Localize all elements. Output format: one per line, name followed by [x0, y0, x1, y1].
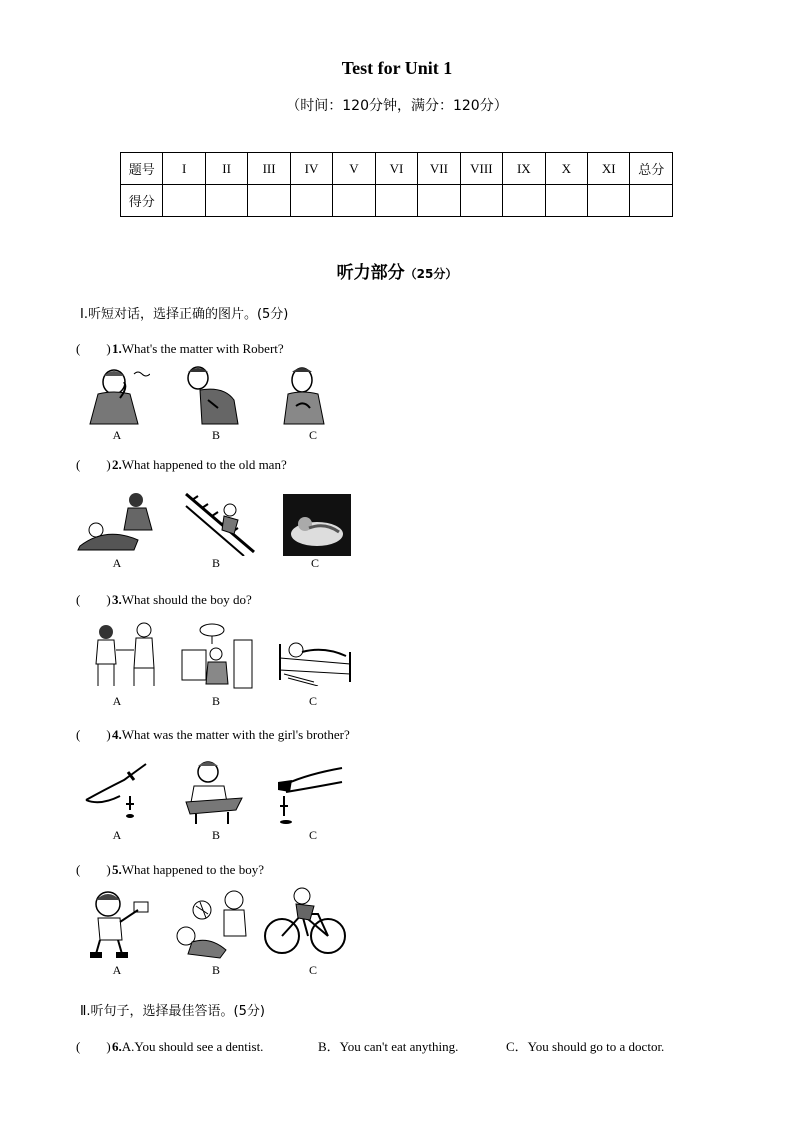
answer-blank[interactable]: ( ) — [76, 341, 111, 356]
option-label: C — [308, 828, 317, 842]
score-cell[interactable] — [333, 185, 375, 217]
option-label: B — [211, 428, 220, 442]
option-label: A — [112, 428, 122, 442]
score-cell[interactable] — [418, 185, 460, 217]
picture-4c — [268, 764, 344, 826]
test-info: （时间：120分钟，满分：120分） — [286, 98, 508, 114]
part1-heading: Ⅰ.听短对话，选择正确的图片。(5分) — [80, 307, 289, 322]
option-label: C — [310, 556, 319, 570]
answer-blank[interactable]: ( ) — [76, 862, 111, 877]
question-text: What happened to the old man? — [121, 457, 287, 472]
question-2 — [76, 454, 287, 473]
score-table-header-row — [121, 153, 673, 185]
score-cell[interactable] — [630, 185, 673, 217]
question-number: 3. — [112, 592, 122, 607]
picture-2b — [184, 490, 256, 556]
picture-4b — [184, 758, 244, 826]
choice-c: C．You should go to a doctor. — [506, 1039, 665, 1054]
answer-blank[interactable]: ( ) — [76, 1039, 111, 1054]
section-name: 听力部分 — [336, 263, 405, 283]
question-6 — [76, 1036, 263, 1055]
header-cell: X — [545, 153, 587, 185]
question-5 — [76, 859, 264, 878]
picture-1b — [178, 364, 244, 426]
score-table — [120, 152, 673, 217]
score-cell[interactable] — [163, 185, 205, 217]
row-label: 得分 — [121, 185, 163, 217]
score-cell[interactable] — [205, 185, 247, 217]
header-cell: III — [248, 153, 290, 185]
question-number: 1. — [112, 341, 122, 356]
picture-3a — [94, 620, 160, 688]
question-text: What should the boy do? — [121, 592, 252, 607]
option-label: B — [211, 963, 220, 977]
score-cell[interactable] — [460, 185, 502, 217]
page-title: Test for Unit 1 — [341, 58, 453, 78]
picture-3c — [274, 624, 354, 686]
option-label: A — [112, 963, 122, 977]
answer-blank[interactable]: ( ) — [76, 592, 111, 607]
question-number: 2. — [112, 457, 122, 472]
picture-2c — [283, 494, 351, 556]
option-label: C — [308, 963, 317, 977]
header-cell: XI — [587, 153, 629, 185]
header-cell: IX — [503, 153, 545, 185]
question-number: 6. — [112, 1039, 122, 1054]
score-cell[interactable] — [503, 185, 545, 217]
option-label: C — [308, 694, 317, 708]
picture-1c — [276, 364, 342, 426]
picture-4a — [84, 760, 150, 822]
header-cell: 总分 — [630, 153, 673, 185]
option-label: B — [211, 828, 220, 842]
question-text: What was the matter with the girl's brother? — [121, 727, 350, 742]
answer-blank[interactable]: ( ) — [76, 457, 111, 472]
header-cell: II — [205, 153, 247, 185]
section-heading — [0, 258, 794, 283]
header-cell: VI — [375, 153, 417, 185]
option-label: B — [211, 556, 220, 570]
option-label: A — [112, 556, 122, 570]
picture-1a — [84, 364, 150, 426]
picture-5b — [170, 888, 252, 960]
part2-heading: Ⅱ.听句子，选择最佳答语。(5分) — [80, 1004, 265, 1019]
score-cell[interactable] — [248, 185, 290, 217]
score-table-score-row — [121, 185, 673, 217]
score-cell[interactable] — [375, 185, 417, 217]
choice-a: A.You should see a dentist. — [121, 1039, 264, 1054]
header-cell: 题号 — [121, 153, 163, 185]
header-cell: VIII — [460, 153, 502, 185]
picture-2a — [76, 490, 166, 552]
question-text: What happened to the boy? — [121, 862, 264, 877]
question-number: 5. — [112, 862, 122, 877]
option-label: C — [308, 428, 317, 442]
header-cell: I — [163, 153, 205, 185]
question-3 — [76, 589, 252, 608]
score-cell[interactable] — [587, 185, 629, 217]
option-label: A — [112, 694, 122, 708]
choice-b: B．You can't eat anything. — [318, 1039, 459, 1054]
option-label: A — [112, 828, 122, 842]
question-number: 4. — [112, 727, 122, 742]
header-cell: IV — [290, 153, 332, 185]
header-cell: VII — [418, 153, 460, 185]
question-1 — [76, 338, 284, 357]
score-cell[interactable] — [545, 185, 587, 217]
score-cell[interactable] — [290, 185, 332, 217]
header-cell: V — [333, 153, 375, 185]
section-points: （25分） — [404, 267, 458, 281]
answer-blank[interactable]: ( ) — [76, 727, 111, 742]
question-4 — [76, 724, 350, 743]
picture-3b — [176, 620, 256, 690]
picture-5c — [262, 886, 348, 956]
option-label: B — [211, 694, 220, 708]
picture-5a — [86, 888, 156, 960]
question-text: What's the matter with Robert? — [121, 341, 284, 356]
